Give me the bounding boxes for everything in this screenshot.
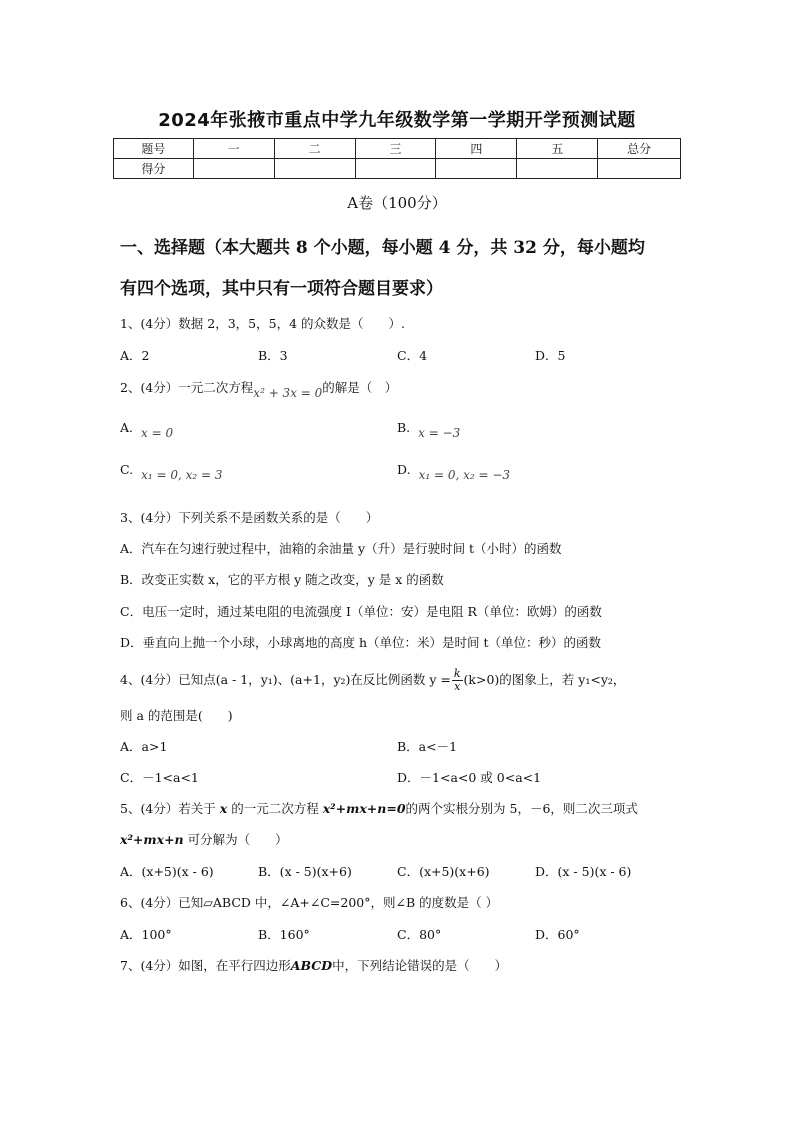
- q1-option-a: A．2: [120, 348, 150, 363]
- score-cell[interactable]: [436, 159, 517, 179]
- q2-stem-post: 的解是（ ）: [322, 380, 398, 395]
- score-header-cell: 一: [193, 139, 274, 159]
- q1-option-d: D．5: [535, 348, 566, 363]
- section-heading-line2: 有四个选项，其中只有一项符合题目要求）: [120, 279, 443, 299]
- q2-stem-pre: 2、(4分）一元二次方程: [120, 380, 254, 395]
- q4-stem-line2: 则 a 的范围是( ): [120, 708, 233, 723]
- score-header-cell: 五: [517, 139, 598, 159]
- q4-stem-post: (k>0)的图象上，若 y₁<y₂，: [463, 672, 626, 687]
- q2-option-label: B.: [397, 420, 411, 435]
- q4-fraction-denominator: x: [454, 680, 461, 693]
- q2-option-c: [120, 462, 223, 482]
- q4-stem: [120, 668, 625, 693]
- q3-option-a: A．汽车在匀速行驶过程中，油箱的余油量 y（升）是行驶时间 t（小时）的函数: [120, 541, 562, 556]
- q2-option-c-math: x₁ = 0, x₂ = 3: [141, 468, 223, 482]
- score-cell[interactable]: [355, 159, 436, 179]
- q4-option-d: D．－1<a<0 或 0<a<1: [397, 770, 542, 785]
- q5-stem: [120, 799, 638, 817]
- q2-option-label: C.: [120, 462, 134, 477]
- q2-equation: x² + 3x = 0: [253, 386, 323, 400]
- q2-option-d: [397, 462, 511, 482]
- q5-expression: x²+mx+n: [120, 832, 184, 847]
- q3-option-c: C．电压一定时，通过某电阻的电流强度 I（单位：安）是电阻 R（单位：欧姆）的函数: [120, 604, 602, 619]
- q1-option-c: C．4: [397, 348, 428, 363]
- q2-option-b: [397, 420, 461, 440]
- score-table: [113, 138, 681, 179]
- score-header-cell: 四: [436, 139, 517, 159]
- q6-stem: 6、(4分）已知▱ABCD 中，∠A+∠C=200°，则∠B 的度数是（ ）: [120, 895, 499, 910]
- score-table-header-row: [114, 139, 681, 159]
- q7-stem-pre: 7、(4分）如图，在平行四边形: [120, 958, 291, 973]
- q2-option-b-math: x = −3: [418, 426, 461, 440]
- q5-option-b: B．(x - 5)(x+6): [258, 864, 352, 879]
- q5-option-a: A．(x+5)(x - 6): [120, 864, 214, 879]
- q5-stem-mid: 的一元二次方程: [231, 801, 319, 816]
- section-heading-line1: 一、选择题（本大题共 8 个小题，每小题 4 分，共 32 分，每小题均: [120, 238, 645, 258]
- exam-title: 2024年张掖市重点中学九年级数学第一学期开学预测试题: [158, 110, 636, 131]
- q5-option-d: D．(x - 5)(x - 6): [535, 864, 632, 879]
- q6-option-b: B．160°: [258, 927, 310, 942]
- q4-fraction-numerator: k: [453, 667, 461, 680]
- q3-stem: 3、(4分）下列关系不是函数关系的是（ ）: [120, 510, 379, 525]
- q3-option-b: B．改变正实数 x，它的平方根 y 随之改变，y 是 x 的函数: [120, 572, 444, 587]
- score-row-label: 得分: [114, 159, 194, 179]
- q4-stem-pre: 4、(4分）已知点(a - 1，y₁)、(a+1，y₂)在反比例函数 y =: [120, 672, 451, 687]
- q7-stem-post: 中，下列结论错误的是（ ）: [332, 958, 508, 973]
- q5-option-c: C．(x+5)(x+6): [397, 864, 490, 879]
- q1-option-b: B．3: [258, 348, 288, 363]
- q5-stem-line2-text: 可分解为（ ）: [187, 832, 288, 847]
- q6-option-d: D．60°: [535, 927, 580, 942]
- score-header-cell: 题号: [114, 139, 194, 159]
- q2-option-d-math: x₁ = 0, x₂ = −3: [418, 468, 511, 482]
- volume-heading: A卷（100分）: [347, 194, 447, 212]
- score-cell[interactable]: [274, 159, 355, 179]
- q4-option-c: C．－1<a<1: [120, 770, 199, 785]
- q3-option-d: D．垂直向上抛一个小球，小球离地的高度 h（单位：米）是时间 t（单位：秒）的函数: [120, 635, 602, 650]
- q5-stem-post: 的两个实根分别为 5，－6，则二次三项式: [405, 801, 638, 816]
- q7-stem: [120, 956, 507, 974]
- score-cell[interactable]: [517, 159, 598, 179]
- score-header-cell: 总分: [598, 139, 681, 159]
- q6-option-a: A．100°: [120, 927, 172, 942]
- q5-variable: x: [219, 801, 228, 816]
- score-header-cell: 二: [274, 139, 355, 159]
- q1-stem: 1、(4分）数据 2，3，5，5，4 的众数是（ ）.: [120, 316, 405, 331]
- q5-stem-pre: 5、(4分）若关于: [120, 801, 216, 816]
- score-cell[interactable]: [193, 159, 274, 179]
- q2-option-label: A.: [120, 420, 134, 435]
- score-table-score-row: [114, 159, 681, 179]
- q4-fraction: [452, 668, 463, 693]
- q4-option-b: B．a<－1: [397, 739, 458, 754]
- q6-option-c: C．80°: [397, 927, 442, 942]
- q2-option-a-math: x = 0: [141, 426, 174, 440]
- q2-option-label: D.: [397, 462, 411, 477]
- q5-stem-line2: [120, 830, 288, 848]
- q2-stem: [120, 378, 398, 400]
- q7-figure-name: ABCD: [290, 958, 333, 973]
- q5-equation: x²+mx+n=0: [322, 801, 406, 816]
- score-cell[interactable]: [598, 159, 681, 179]
- q4-option-a: A．a>1: [120, 739, 168, 754]
- q2-option-a: [120, 420, 174, 440]
- score-header-cell: 三: [355, 139, 436, 159]
